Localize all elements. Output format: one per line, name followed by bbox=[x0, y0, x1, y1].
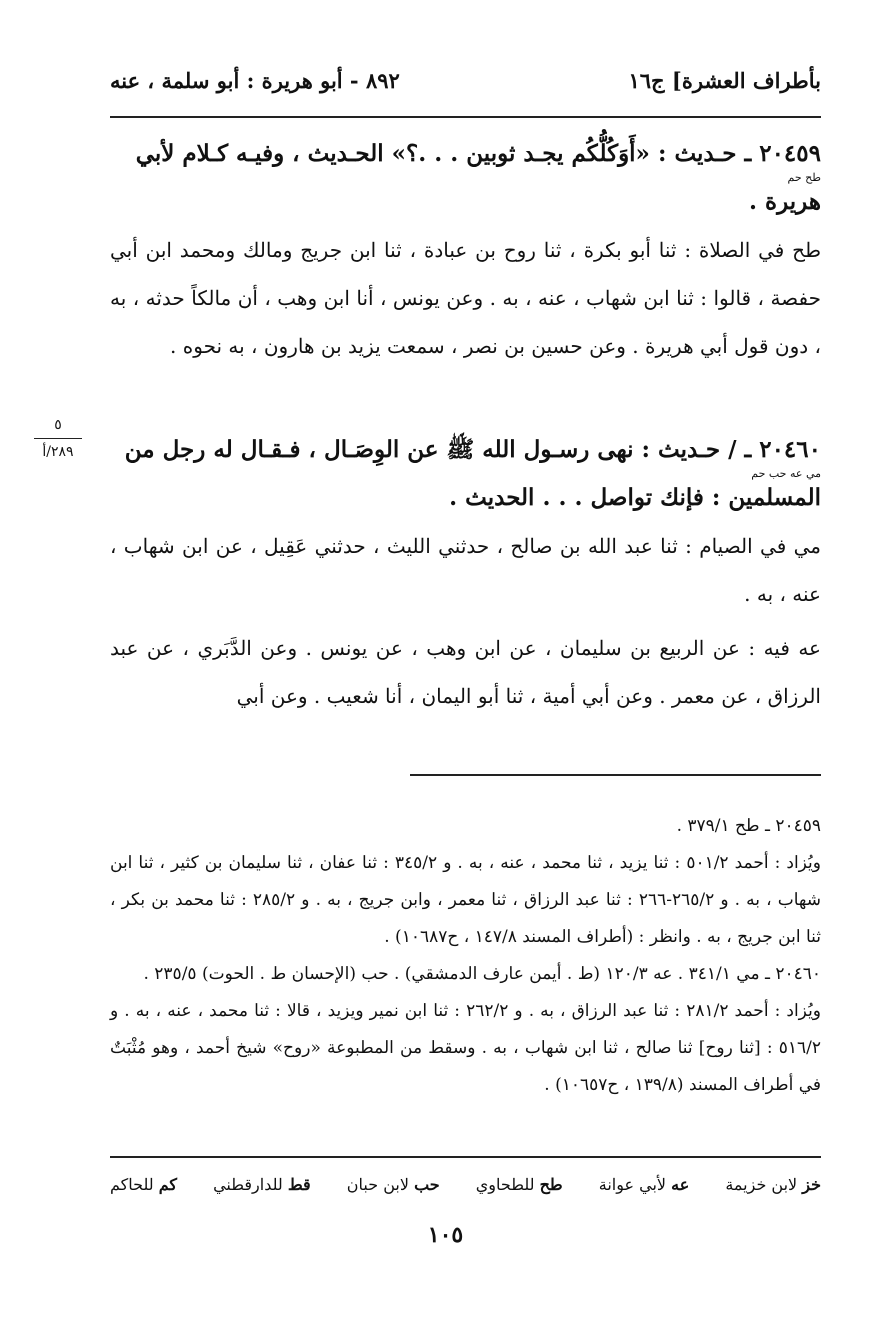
page-number: ١٠٥ bbox=[427, 1222, 464, 1248]
abbrev-item: حب لابن حبان bbox=[346, 1174, 440, 1194]
hadith-paragraph: عه فيه : عن الربيع بن سليمان ، عن ابن وهب ، عن يونس . وعن الدَّبَري ، عن عبد الرزاق ، عن معمر . وعن أبي أمية ، ثنا أبو اليمان ، أنا شعيب . وعن أبي bbox=[110, 636, 821, 708]
margin-folio-top: ٥ bbox=[54, 417, 62, 433]
hadith-heading: ٢٠٤٥٩ ـ حـديث : «أَوَكُلُّكُم يجـد ثوبين . . .؟» الحـديث ، وفيـه كـلام لأبي bbox=[135, 140, 821, 167]
footnote-line: ويُزاد : أحمد ٥٠١/٢ : ثنا يزيد ، ثنا محمد ، عنه ، به . و ٣٤٥/٢ : ثنا عفان ، ثنا سليمان بن كثير ، ثنا ابن شهاب ، به . و ٢٦٥/٢-٢٦٦ : ثنا عبد الرزاق ، ثنا معمر ، وابن جريج ، به . و ٢٨٥/٢ : ثنا محمد بن بكر ، ثنا ابن جريج ، به . وانظر : (أطراف المسند ١٤٧/٨ ، ح١٠٦٨٧) . bbox=[110, 853, 822, 947]
source-sigla: طح حم bbox=[787, 171, 821, 184]
margin-folio-note bbox=[28, 414, 88, 463]
abbrev-item: قط للدارقطني bbox=[213, 1174, 311, 1194]
footnote-line: ٢٠٤٥٩ ـ طح ٣٧٩/١ . bbox=[676, 816, 821, 836]
abbrev-item: طح للطحاوي bbox=[475, 1174, 563, 1194]
hadith-heading: ٢٠٤٦٠ ـ / حـديث : نهى رسـول الله ﷺ عن الوِصَـال ، فـقـال له رجل من bbox=[124, 436, 821, 463]
abbrev-item: خز لابن خزيمة bbox=[725, 1174, 821, 1194]
abbrev-item: كم للحاكم bbox=[110, 1174, 177, 1194]
hadith-heading-end: هريرة . bbox=[749, 188, 821, 215]
hadith-20460 bbox=[110, 432, 821, 720]
header-book-title: بأطراف العشرة] ج١٦ bbox=[628, 67, 821, 93]
hadith-paragraph: طح في الصلاة : ثنا أبو بكرة ، ثنا روح بن عبادة ، ثنا ابن جريج ومالك ومحمد ابن أبي حفصة ، قالوا : ثنا ابن شهاب ، عنه ، به . وعن يونس ، أنا ابن وهب ، أن مالكاً حدثه ، به ، دون قول أبي هريرة . وعن حسين بن نصر ، سمعت يزيد بن هارون ، به نحوه . bbox=[110, 238, 821, 358]
footnote-rule bbox=[410, 774, 821, 776]
source-sigla: مي عه حب حم bbox=[751, 467, 821, 480]
margin-folio-divider bbox=[34, 438, 82, 439]
hadith-heading-end: المسلمين : فإنك تواصل . . . الحديث . bbox=[449, 484, 821, 511]
abbreviation-key bbox=[110, 1166, 821, 1202]
footnote-line: ويُزاد : أحمد ٢٨١/٢ : ثنا عبد الرزاق ، به . و ٢٦٢/٢ : ثنا ابن نمير ويزيد ، قالا : ثنا محمد ، عنه ، به . و ٥١٦/٢ : [ثنا روح] ثنا صالح ، ثنا ابن شهاب ، به . وسقط من المطبوعة «روح» شيخ أحمد ، وهو مُثْبَتٌ في أطراف المسند (١٣٩/٨ ، ح١٠٦٥٧) . bbox=[110, 1001, 822, 1095]
hadith-paragraph: مي في الصيام : ثنا عبد الله بن صالح ، حدثني الليث ، حدثني عَقِيل ، عن ابن شهاب ، عنه ، به . bbox=[110, 534, 821, 606]
header-section-title: ٨٩٢ - أبو هريرة : أبو سلمة ، عنه bbox=[110, 67, 400, 93]
header-rule bbox=[110, 116, 821, 118]
abbrev-rule bbox=[110, 1156, 821, 1158]
margin-folio-bottom: ٢٨٩/أ bbox=[42, 444, 74, 460]
running-header bbox=[110, 62, 821, 98]
abbrev-item: عه لأبي عوانة bbox=[598, 1174, 690, 1194]
footnotes bbox=[110, 808, 821, 1104]
hadith-20459 bbox=[110, 136, 821, 370]
footnote-line: ٢٠٤٦٠ ـ مي ٣٤١/١ . عه ١٢٠/٣ (ط . أيمن عارف الدمشقي) . حب (الإحسان ط . الحوت) ٢٣٥/٥ . bbox=[143, 964, 821, 984]
